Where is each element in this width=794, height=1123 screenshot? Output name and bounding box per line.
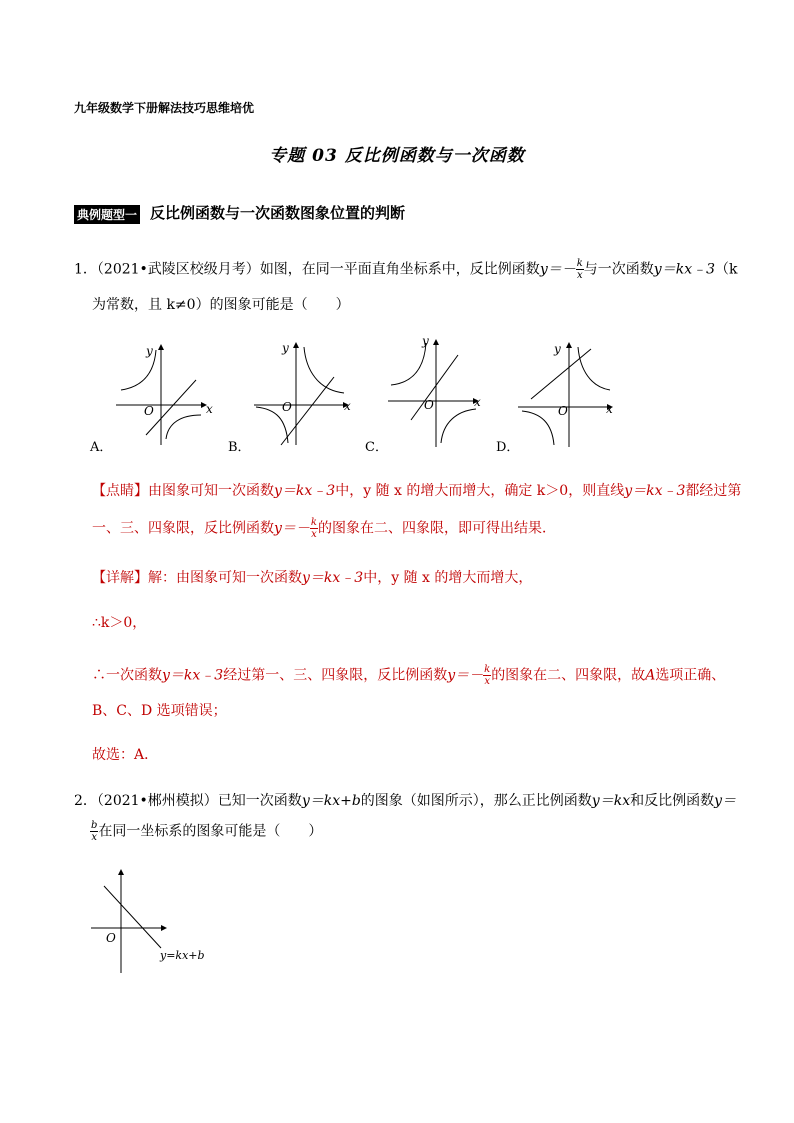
detail-text: 的图象在二、四象限，故	[491, 667, 646, 684]
detail-fraction	[483, 664, 491, 687]
q2-text: 和反比例函数	[630, 793, 715, 809]
q2-func-linear: y＝kx+b	[301, 793, 361, 809]
q2-line-1	[74, 790, 736, 810]
option-d-label: D．	[496, 440, 520, 455]
graph-line-label: y=kx+b	[160, 949, 205, 962]
q2-text: 在同一坐标系的图象可能是（ ）	[98, 823, 323, 840]
detail-answer: A	[645, 667, 656, 684]
origin-label: O	[106, 931, 116, 945]
option-c-label: C．	[365, 440, 388, 455]
fraction-numerator: b	[91, 820, 98, 831]
q2-text: 的图象（如图所示），那么正比例函数	[360, 793, 592, 809]
graph-option-d	[518, 342, 613, 447]
y-axis-label: y	[422, 335, 429, 348]
detail-line-4: B、C、D 选项错误；	[92, 703, 227, 719]
q1-line-1	[74, 258, 737, 281]
q1-source: （2021•武陵区校级月考）	[96, 261, 260, 278]
hint-fraction	[310, 517, 318, 540]
origin-label: O	[282, 400, 292, 414]
fraction-numerator: k	[484, 664, 491, 675]
detail-line-3	[92, 664, 725, 687]
hint-line-1	[92, 480, 741, 500]
q2-func-inverse: y＝	[714, 793, 737, 809]
option-b-label: B．	[228, 440, 251, 455]
detail-text: 中，	[363, 570, 392, 586]
page-title: 专题 03 反比例函数与一次函数	[269, 146, 525, 166]
detail-label: 【详解】	[92, 570, 148, 586]
fraction-denominator: x	[484, 676, 490, 687]
y-axis-label: y	[282, 341, 289, 355]
origin-label: O	[424, 398, 434, 412]
hint-label: 【点睛】	[92, 483, 148, 499]
origin-label: O	[558, 404, 568, 418]
detail-text: 选项正确、	[655, 667, 726, 684]
q1-line-2: 为常数，且 k≠0）的图象可能是（ ）	[92, 297, 350, 313]
q1-text: 如图，在同一平面直角坐标系中，反比例函数	[259, 261, 540, 278]
hint-text: 的图象在二、四象限，即可得出结果．	[317, 520, 556, 537]
q2-source: （2021•郴州模拟）	[96, 793, 218, 809]
q1-func-linear: y＝kx﹣3	[653, 261, 715, 278]
x-axis-label: x	[606, 402, 613, 416]
q2-text: 已知一次函数	[217, 793, 302, 809]
hint-func-linear: y＝kx﹣3	[274, 483, 336, 499]
q2-number: 2．	[74, 793, 97, 809]
detail-func-inverse: y＝－	[447, 667, 484, 684]
fraction-denominator: x	[91, 832, 98, 843]
y-axis-label: y	[146, 344, 153, 358]
fraction-denominator: x	[576, 270, 583, 281]
q1-number: 1．	[74, 261, 97, 278]
hint-func-inverse: y＝－	[274, 520, 310, 537]
hint-text: 由图象可知一次函数	[148, 483, 274, 499]
q1-fraction	[576, 258, 584, 281]
x-axis-label: x	[206, 402, 213, 416]
fraction-denominator: x	[311, 529, 317, 540]
detail-line-5: 故选：A．	[92, 747, 159, 763]
document-header: 九年级数学下册解法技巧思维培优	[74, 101, 255, 115]
q2-linear-graph	[86, 868, 226, 978]
hint-func-linear: y＝kx﹣3	[624, 483, 686, 499]
hint-text: 一、三、四象限，反比例函数	[92, 520, 274, 537]
q1-text: （k	[715, 261, 738, 278]
detail-text: 解：由图象可知一次函数	[148, 570, 302, 586]
detail-line-1	[92, 567, 532, 587]
hint-text: 都经过第	[685, 483, 742, 499]
graph-option-b	[254, 341, 351, 445]
option-a-label: A．	[90, 440, 113, 455]
detail-func-linear: y＝kx﹣3	[302, 570, 364, 586]
y-axis-label: y	[554, 342, 561, 356]
detail-text: ∴一次函数	[92, 667, 162, 684]
q1-text: 与一次函数	[583, 261, 654, 278]
detail-func-linear: y＝kx﹣3	[162, 667, 224, 684]
hint-text: y 随 x 的增大而增大，确定 k＞0，则直线	[363, 483, 625, 499]
detail-line-2: ∴k＞0，	[92, 615, 147, 631]
graph-option-a	[116, 344, 213, 445]
q2-line-2	[90, 820, 322, 843]
detail-text: y 随 x 的增大而增大，	[391, 570, 533, 586]
section-tag: 典例题型一	[74, 205, 140, 224]
q1-func-inverse: y＝－	[539, 261, 576, 278]
fraction-numerator: k	[576, 258, 583, 269]
fraction-numerator: k	[310, 517, 317, 528]
hint-text: 中，	[335, 483, 364, 499]
section-heading	[74, 202, 405, 224]
origin-label: O	[144, 404, 154, 418]
section-title: 反比例函数与一次函数图象位置的判断	[150, 204, 406, 222]
graph-option-c	[388, 335, 481, 447]
x-axis-label: x	[344, 399, 351, 413]
x-axis-label: x	[474, 395, 481, 409]
q2-func-proportional: y＝kx	[591, 793, 631, 809]
hint-line-2	[92, 517, 556, 540]
detail-text: 经过第一、三、四象限，反比例函数	[223, 667, 448, 684]
